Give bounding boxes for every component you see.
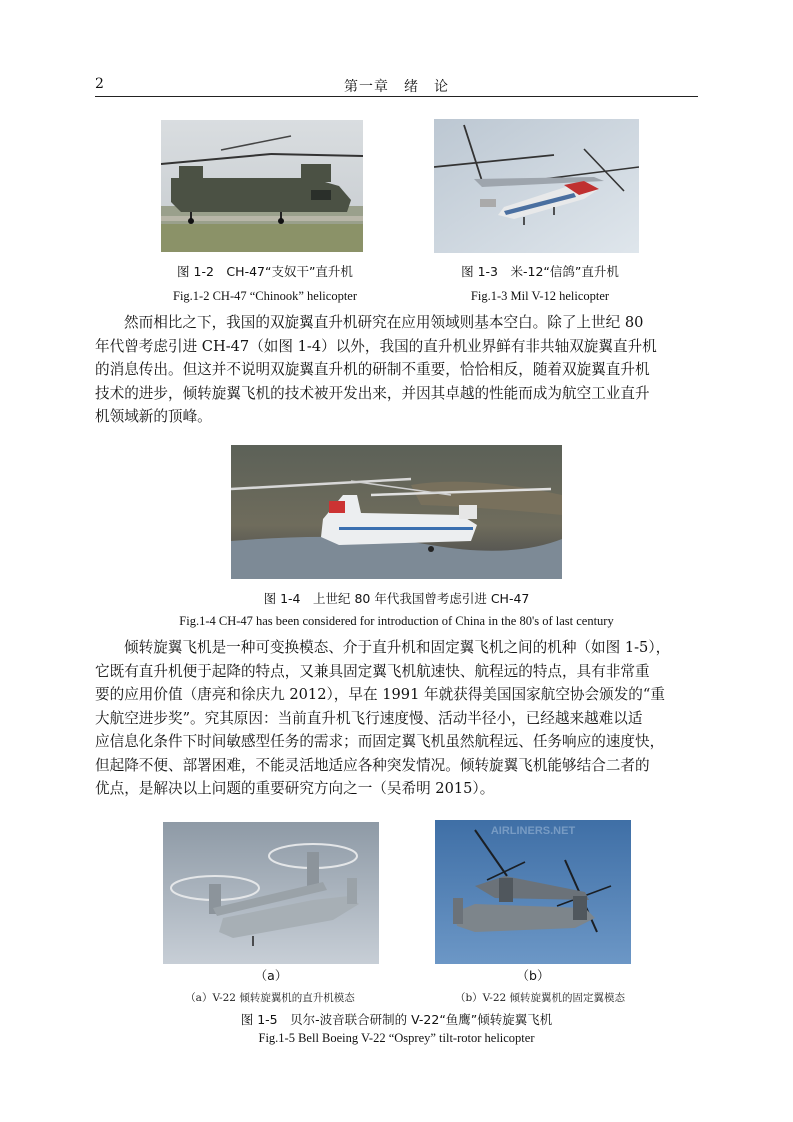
photo-ch47-chinook [161, 120, 363, 252]
paragraph-line: 应信息化条件下时间敏感型任务的需求；而固定翼飞机虽然航程远、任务响应的速度快， [95, 733, 665, 750]
fig1-3-caption-en: Fig.1-3 Mil V-12 helicopter [470, 289, 610, 303]
paragraph-line: 技术的进步，倾转旋翼飞机的技术被开发出来，并因其卓越的性能而成为航空工业直升 [95, 384, 650, 402]
photo-ch47-china [231, 445, 562, 579]
fig1-3-caption-cn: 图 1-3 米-12“信鸽”直升机 [461, 264, 619, 279]
fig1-5-label-a: （a） [254, 968, 288, 983]
paragraph-line: 机领域新的顶峰。 [95, 408, 212, 425]
paragraph-line: 大航空进步奖”。究其原因：当前直升机飞行速度慢、活动半径小，已经越来越难以适 [95, 709, 643, 727]
fig1-2-caption-en: Fig.1-2 CH-47 “Chinook” helicopter [173, 289, 357, 303]
paragraph-line: 然而相比之下，我国的双旋翼直升机研究在应用领域则基本空白。除了上世纪 80 [124, 314, 644, 331]
header-rule [95, 96, 698, 97]
fig1-2-caption-cn: 图 1-2 CH-47“支奴干”直升机 [177, 264, 353, 279]
paragraph-line: 要的应用价值（唐亮和徐庆九 2012），早在 1991 年就获得美国国家航空协会颁发的“重 [95, 686, 665, 703]
photo-watermark: AIRLINERS.NET [490, 825, 576, 837]
photo-v22-fixed-wing-mode [435, 820, 631, 964]
fig1-5-caption-en: Fig.1-5 Bell Boeing V-22 “Osprey” tilt-rotor helicopter [258, 1031, 535, 1045]
photo-mil-v12 [434, 119, 639, 253]
paragraph-line: 但起降不便、部署困难，不能灵活地适应各种突发情况。倾转旋翼飞机能够结合二者的 [95, 756, 650, 774]
body-paragraph-1 [95, 311, 698, 429]
fig1-4-caption-cn: 图 1-4 上世纪 80 年代我国曾考虑引进 CH-47 [263, 591, 530, 606]
photo-v22-helicopter-mode [163, 822, 379, 964]
page-number: 2 [95, 76, 104, 92]
fig1-5-subcaption-a: （a）V-22 倾转旋翼机的直升机模态 [185, 992, 355, 1004]
paragraph-line: 年代曾考虑引进 CH-47（如图 1-4）以外，我国的直升机业界鲜有非共轴双旋翼直升机 [95, 337, 657, 355]
fig1-5-label-b: （b） [516, 968, 550, 983]
fig1-5-caption-cn: 图 1-5 贝尔-波音联合研制的 V-22“鱼鹰”倾转旋翼飞机 [240, 1012, 553, 1027]
fig1-4-caption-en: Fig.1-4 CH-47 has been considered for introduction of China in the 80's of last century [179, 614, 614, 628]
paragraph-line: 它既有直升机便于起降的特点，又兼具固定翼飞机航速快、航程远的特点，具有非常重 [95, 662, 650, 680]
paragraph-line: 倾转旋翼飞机是一种可变换模态、介于直升机和固定翼飞机之间的机种（如图 1-5）， [124, 639, 671, 656]
paragraph-line: 优点，是解决以上问题的重要研究方向之一（吴希明 2015）。 [95, 780, 495, 797]
paragraph-line: 的消息传出。但这并不说明双旋翼直升机的研制不重要，恰恰相反，随着双旋翼直升机 [95, 361, 650, 378]
body-paragraph-2 [95, 636, 698, 801]
fig1-5-subcaption-b: （b）V-22 倾转旋翼机的固定翼模态 [454, 992, 626, 1004]
running-header-chapter: 第一章 绪 论 [344, 79, 449, 95]
